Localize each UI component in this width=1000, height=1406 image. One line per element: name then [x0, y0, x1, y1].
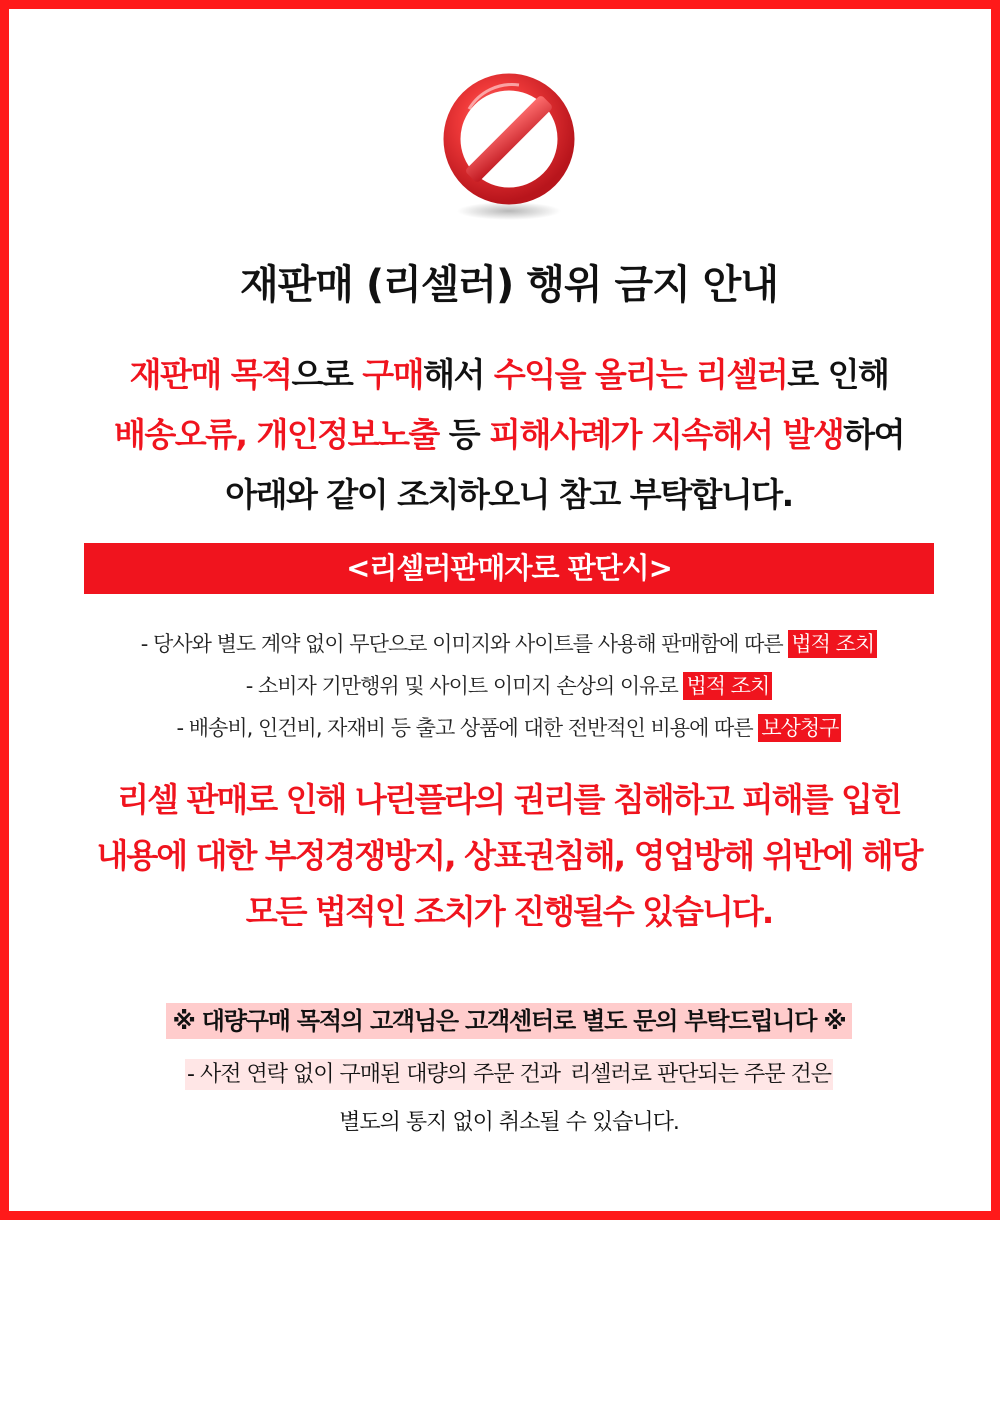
highlight-badge: 보상청구 [758, 714, 841, 742]
emphasis-text: 구매 [362, 355, 424, 394]
legal-warning [19, 772, 999, 940]
intro-line-3: 아래와 같이 조치하오니 참고 부탁합니다. [225, 475, 793, 514]
highlight-badge: 법적 조치 [683, 672, 772, 700]
action-list [29, 623, 989, 749]
page-title: 재판매 (리셀러) 행위 금지 안내 [240, 262, 778, 308]
intro-line-1: 재판매 목적으로 구매해서 수익을 올리는 리셀러로 인해 [129, 355, 889, 394]
emphasis-text: 배송오류, 개인정보노출 [113, 415, 439, 454]
warning-line-3: 모든 법적인 조치가 진행될수 있습니다. [245, 892, 773, 931]
list-item: - 소비자 기만행위 및 사이트 이미지 손상의 이유로 법적 조치 [29, 665, 989, 707]
emphasis-text: 재판매 목적 [129, 355, 292, 394]
emphasis-text: 수익을 올리는 리셀러 [493, 355, 788, 394]
intro-paragraph [29, 345, 989, 525]
bulk-line-2: 별도의 통지 없이 취소될 수 있습니다. [339, 1110, 679, 1135]
bulk-order-note [29, 1001, 989, 1036]
list-item: - 배송비, 인건비, 자재비 등 출고 상품에 대한 전반적인 비용에 따른 보상청구 [29, 707, 989, 749]
bulk-line-1: - 사전 연락 없이 구매된 대량의 주문 건과 리셀러로 판단되는 주문 건은 [29, 1051, 989, 1099]
bulk-order-details [29, 1051, 989, 1147]
bulk-note-highlight: ※ 대량구매 목적의 고객님은 고객센터로 별도 문의 부탁드립니다 ※ [166, 1003, 851, 1039]
prohibited-sign-icon [439, 69, 579, 229]
emphasis-text: 피해사례가 지속해서 발생 [489, 415, 844, 454]
reseller-banner: <리셀러판매자로 판단시> [84, 543, 934, 594]
warning-line-2: 내용에 대한 부정경쟁방지, 상표권침해, 영업방해 위반에 해당 [96, 836, 922, 875]
list-item: - 당사와 별도 계약 없이 무단으로 이미지와 사이트를 사용해 판매함에 따른 법적 조치 [29, 623, 989, 665]
highlight-badge: 법적 조치 [788, 630, 877, 658]
warning-line-1: 리셀 판매로 인해 나린플라의 권리를 침해하고 피해를 입힌 [117, 780, 901, 819]
intro-line-2: 배송오류, 개인정보노출 등 피해사례가 지속해서 발생하여 [113, 415, 905, 454]
